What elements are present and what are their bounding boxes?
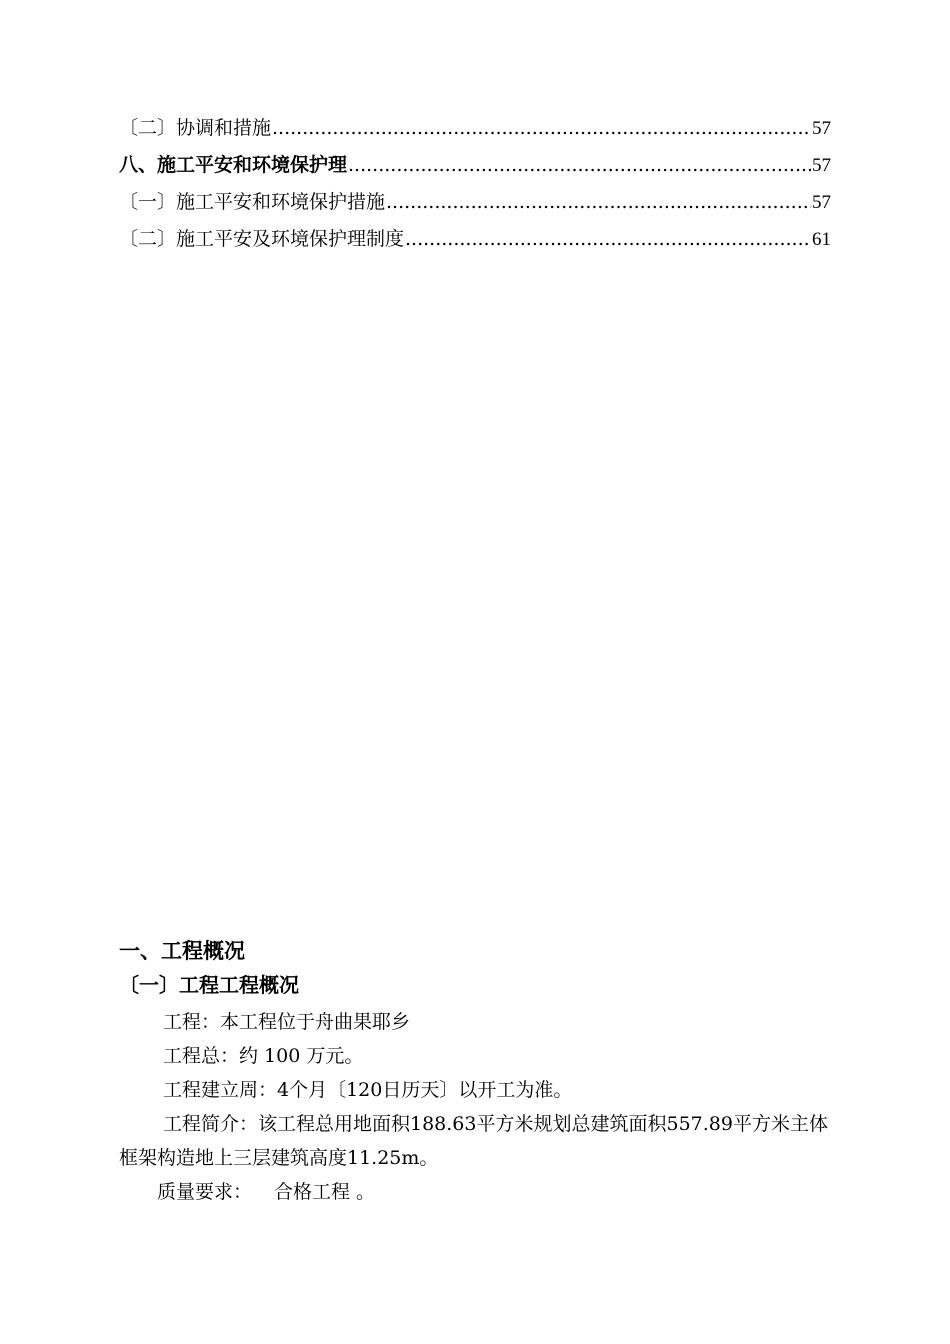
paragraph-quality xyxy=(119,1175,831,1209)
toc-dot-leader xyxy=(272,114,811,142)
paragraph-duration: 工程建立周：4个月〔120日历天〕以开工为准。 xyxy=(163,1079,573,1101)
quality-value: 合格工程 。 xyxy=(274,1181,376,1203)
toc-entry[interactable] xyxy=(119,225,831,262)
toc-entry-page: 57 xyxy=(812,192,831,213)
toc-entry[interactable] xyxy=(119,114,831,151)
toc-entry-page: 57 xyxy=(812,118,831,139)
toc-entry-page: 57 xyxy=(812,155,831,176)
toc-entry[interactable] xyxy=(119,151,831,188)
toc-entry-title: 〔一〕施工平安和环境保护措施 xyxy=(119,191,386,213)
section-heading: 一、工程概况 xyxy=(119,938,245,963)
toc-dot-leader xyxy=(386,188,811,216)
subsection-heading: 〔一〕工程工程概况 xyxy=(119,973,299,997)
toc-dot-leader xyxy=(348,151,811,179)
toc-entry[interactable] xyxy=(119,188,831,225)
project-overview-section xyxy=(119,936,831,1209)
paragraph-location: 工程：本工程位于舟曲果耶乡 xyxy=(163,1011,411,1033)
toc-dot-leader xyxy=(405,225,811,253)
toc-entry-title: 八、施工平安和环境保护理 xyxy=(119,154,348,176)
table-of-contents xyxy=(119,114,831,262)
quality-label: 质量要求： xyxy=(157,1181,253,1203)
toc-entry-title: 〔二〕协调和措施 xyxy=(119,117,272,139)
paragraph-description: 工程简介：该工程总用地面积188.63平方米规划总建筑面积557.89平方米主体框架构造地上三层建筑高度11.25m。 xyxy=(119,1113,828,1169)
paragraph-budget: 工程总：约 100 万元。 xyxy=(163,1045,364,1067)
toc-entry-title: 〔二〕施工平安及环境保护理制度 xyxy=(119,228,405,250)
toc-entry-page: 61 xyxy=(812,229,831,250)
